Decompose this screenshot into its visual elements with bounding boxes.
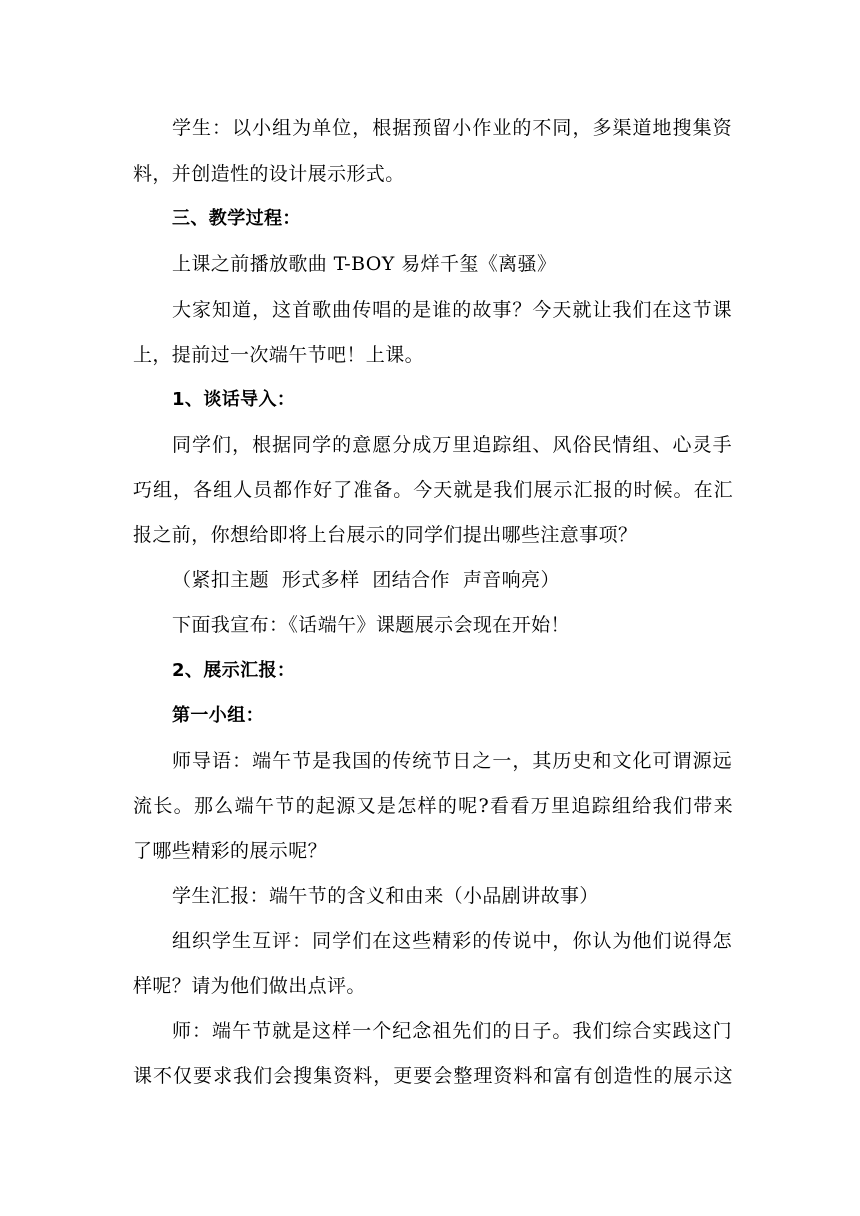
paragraph-teacher-summary-line2: 课不仅要求我们会搜集资料，更要会整理资料和富有创造性的展示这 — [133, 1065, 733, 1087]
paragraph-students-line1: 学生：以小组为单位，根据预留小作业的不同，多渠道地搜集资 — [172, 117, 732, 139]
paragraph-student-report: 学生汇报：端午节的含义和由来（小品剧讲故事） — [172, 885, 599, 907]
paragraph-question-line2: 上，提前过一次端午节吧！上课。 — [133, 344, 425, 366]
paragraph-teacher-summary-line1: 师：端午节就是这样一个纪念祖先们的日子。我们综合实践这门 — [172, 1020, 732, 1042]
paragraph-groups-line2: 巧组，各组人员都作好了准备。今天就是我们展示汇报的时候。在汇 — [133, 479, 733, 501]
paragraph-teacher-intro-line2: 流长。那么端午节的起源又是怎样的呢?看看万里追踪组给我们带来 — [133, 795, 733, 817]
paragraph-teacher-intro-line1: 师导语：端午节是我国的传统节日之一，其历史和文化可谓源远 — [172, 750, 732, 772]
heading-first-group: 第一小组： — [172, 705, 264, 726]
paragraph-song: 上课之前播放歌曲 T-BOY 易烊千玺《离骚》 — [172, 253, 557, 275]
paragraph-students-line2: 料，并创造性的设计展示形式。 — [133, 163, 405, 185]
paragraph-peer-review-line1: 组织学生互评：同学们在这些精彩的传说中，你认为他们说得怎 — [172, 930, 732, 952]
paragraph-notes: （紧扣主题 形式多样 团结合作 声音响亮） — [172, 569, 560, 591]
heading-conversation-intro: 1、谈话导入： — [172, 389, 296, 410]
paragraph-question-line1: 大家知道，这首歌曲传唱的是谁的故事？今天就让我们在这节课 — [172, 299, 732, 321]
paragraph-groups-line1: 同学们，根据同学的意愿分成万里追踪组、风俗民情组、心灵手 — [172, 434, 732, 456]
heading-teaching-process: 三、教学过程： — [172, 208, 301, 229]
paragraph-peer-review-line2: 样呢？请为他们做出点评。 — [133, 975, 366, 997]
heading-presentation-report: 2、展示汇报： — [172, 660, 296, 681]
paragraph-announcement: 下面我宣布：《话端午》课题展示会现在开始！ — [172, 614, 570, 636]
paragraph-teacher-intro-line3: 了哪些精彩的展示呢？ — [133, 840, 328, 862]
paragraph-groups-line3: 报之前，你想给即将上台展示的同学们提出哪些注意事项？ — [133, 524, 638, 546]
